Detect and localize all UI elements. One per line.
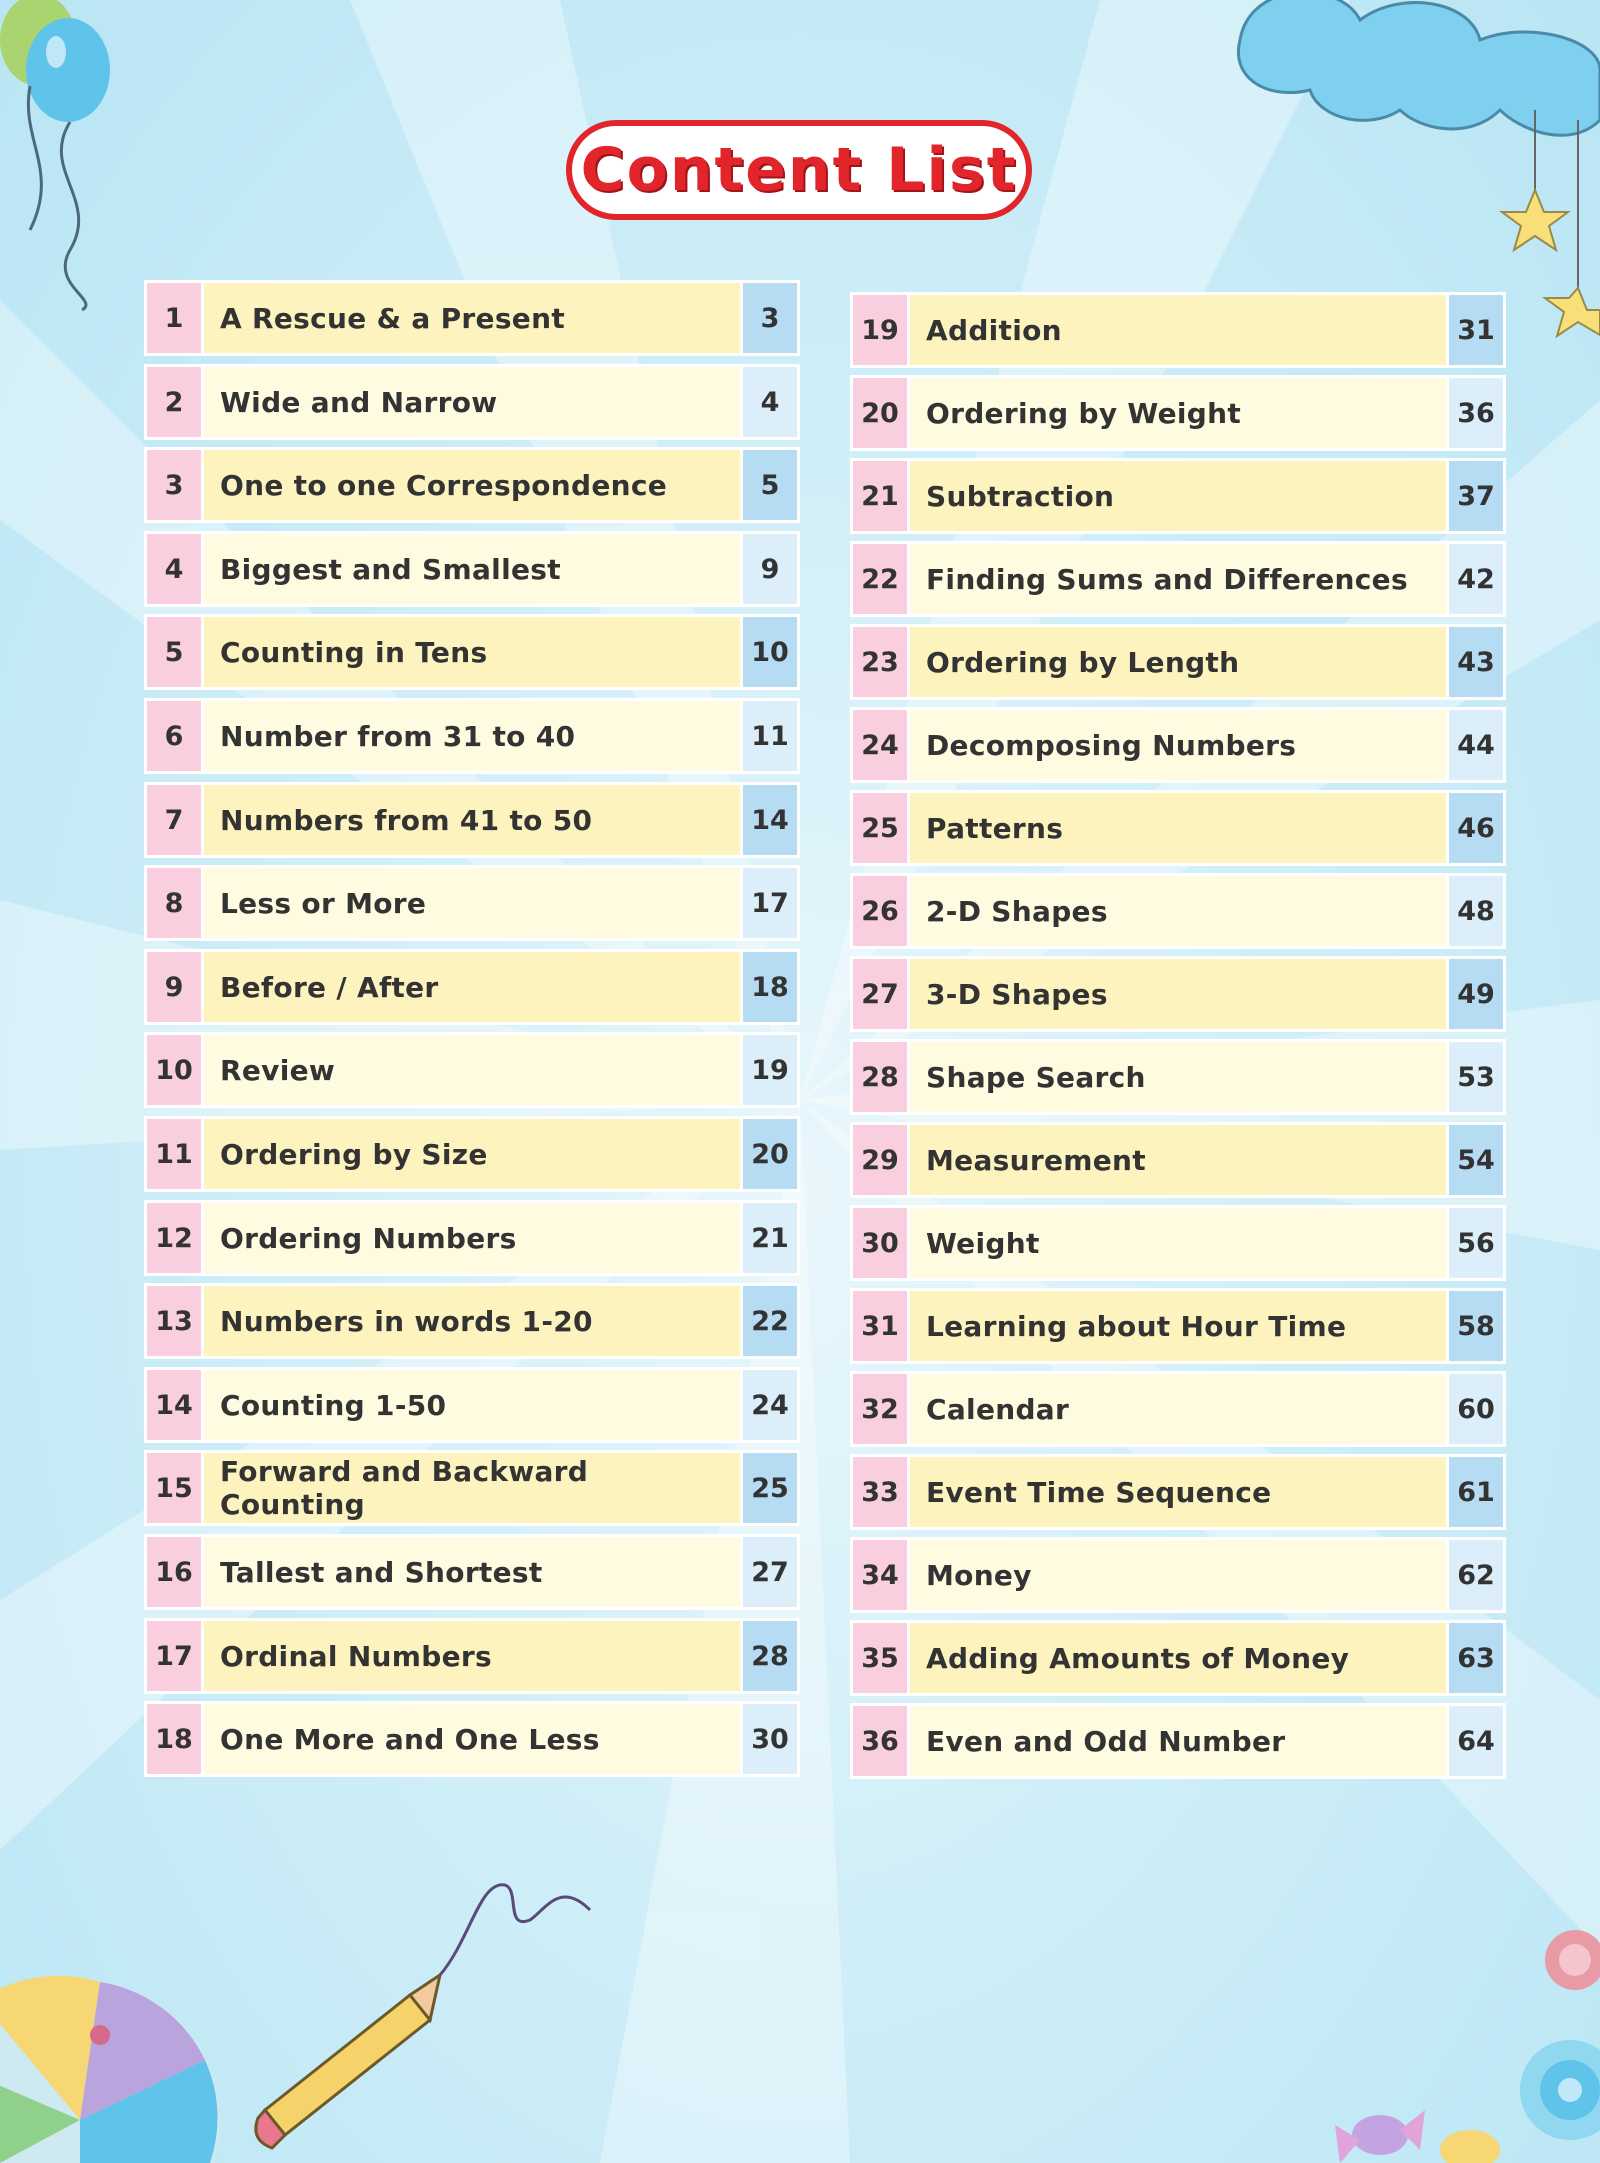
toc-row[interactable]	[850, 1039, 1506, 1115]
page-number: 37	[1446, 461, 1503, 531]
chapter-number: 21	[853, 461, 910, 531]
toc-row[interactable]	[144, 782, 800, 858]
chapter-number: 32	[853, 1374, 910, 1444]
toc-row[interactable]	[850, 1620, 1506, 1696]
toc-row[interactable]	[144, 1534, 800, 1610]
chapter-title: 3-D Shapes	[910, 959, 1446, 1029]
toc-row[interactable]	[144, 1200, 800, 1276]
toc-row[interactable]	[144, 1618, 800, 1694]
page-number: 31	[1446, 295, 1503, 365]
page-number: 9	[740, 534, 797, 604]
page-number: 61	[1446, 1457, 1503, 1527]
toc-row[interactable]	[144, 1450, 800, 1526]
page-number: 58	[1446, 1291, 1503, 1361]
page-number: 36	[1446, 378, 1503, 448]
page-number: 53	[1446, 1042, 1503, 1112]
page-number: 19	[740, 1035, 797, 1105]
page-number: 62	[1446, 1540, 1503, 1610]
title-banner	[566, 120, 1032, 220]
page-number: 4	[740, 367, 797, 437]
chapter-title: Calendar	[910, 1374, 1446, 1444]
toc-row[interactable]	[850, 956, 1506, 1032]
page-number: 56	[1446, 1208, 1503, 1278]
chapter-title: Number from 31 to 40	[204, 701, 740, 771]
chapter-title: One to one Correspondence	[204, 450, 740, 520]
toc-row[interactable]	[850, 707, 1506, 783]
page-number: 64	[1446, 1706, 1503, 1776]
toc-row[interactable]	[850, 541, 1506, 617]
toc-row[interactable]	[850, 1205, 1506, 1281]
chapter-number: 12	[147, 1203, 204, 1273]
toc-row[interactable]	[144, 865, 800, 941]
page-number: 10	[740, 617, 797, 687]
chapter-number: 2	[147, 367, 204, 437]
chapter-number: 36	[853, 1706, 910, 1776]
chapter-title: Tallest and Shortest	[204, 1537, 740, 1607]
chapter-title: 2-D Shapes	[910, 876, 1446, 946]
chapter-number: 29	[853, 1125, 910, 1195]
chapter-number: 23	[853, 627, 910, 697]
chapter-title: Numbers in words 1-20	[204, 1286, 740, 1356]
page-number: 27	[740, 1537, 797, 1607]
toc-row[interactable]	[850, 1703, 1506, 1779]
page-number: 46	[1446, 793, 1503, 863]
chapter-number: 27	[853, 959, 910, 1029]
chapter-number: 25	[853, 793, 910, 863]
chapter-number: 14	[147, 1370, 204, 1440]
page-number: 5	[740, 450, 797, 520]
chapter-number: 5	[147, 617, 204, 687]
chapter-number: 11	[147, 1119, 204, 1189]
pencil-icon	[256, 1885, 590, 2148]
chapter-title: Ordering Numbers	[204, 1203, 740, 1273]
toc-row[interactable]	[850, 1122, 1506, 1198]
toc-row[interactable]	[144, 949, 800, 1025]
chapter-number: 10	[147, 1035, 204, 1105]
toc-row[interactable]	[144, 447, 800, 523]
toc-row[interactable]	[850, 458, 1506, 534]
toc-row[interactable]	[850, 1537, 1506, 1613]
chapter-number: 26	[853, 876, 910, 946]
chapter-number: 35	[853, 1623, 910, 1693]
toc-row[interactable]	[144, 364, 800, 440]
toc-row[interactable]	[144, 531, 800, 607]
chapter-title: Forward and Backward Counting	[204, 1453, 740, 1523]
page-number: 24	[740, 1370, 797, 1440]
chapter-title: Addition	[910, 295, 1446, 365]
toc-row[interactable]	[144, 614, 800, 690]
page-number: 42	[1446, 544, 1503, 614]
page-number: 3	[740, 283, 797, 353]
page-number: 21	[740, 1203, 797, 1273]
chapter-title: Review	[204, 1035, 740, 1105]
chapter-number: 18	[147, 1704, 204, 1774]
beach-ball-icon	[0, 1976, 220, 2163]
chapter-number: 7	[147, 785, 204, 855]
chapter-number: 16	[147, 1537, 204, 1607]
chapter-title: Numbers from 41 to 50	[204, 785, 740, 855]
toc-row[interactable]	[850, 375, 1506, 451]
toc-row[interactable]	[850, 292, 1506, 368]
chapter-number: 20	[853, 378, 910, 448]
balloon-icon	[0, 0, 110, 310]
chapter-number: 4	[147, 534, 204, 604]
chapter-number: 3	[147, 450, 204, 520]
page-number: 25	[740, 1453, 797, 1523]
page-title: Content List	[580, 135, 1018, 205]
page-number: 20	[740, 1119, 797, 1189]
chapter-title: Counting 1-50	[204, 1370, 740, 1440]
toc-row[interactable]	[144, 280, 800, 356]
page-number: 48	[1446, 876, 1503, 946]
cloud-icon	[1238, 0, 1600, 336]
toc-row[interactable]	[144, 1283, 800, 1359]
chapter-title: Counting in Tens	[204, 617, 740, 687]
chapter-title: Learning about Hour Time	[910, 1291, 1446, 1361]
toc-row[interactable]	[850, 1371, 1506, 1447]
page-number: 63	[1446, 1623, 1503, 1693]
toc-row[interactable]	[144, 1032, 800, 1108]
chapter-title: Ordinal Numbers	[204, 1621, 740, 1691]
candy-icon	[1335, 1930, 1600, 2163]
toc-row[interactable]	[850, 790, 1506, 866]
chapter-number: 24	[853, 710, 910, 780]
page-number: 30	[740, 1704, 797, 1774]
toc-row[interactable]	[850, 624, 1506, 700]
page-number: 18	[740, 952, 797, 1022]
page-number: 43	[1446, 627, 1503, 697]
chapter-number: 31	[853, 1291, 910, 1361]
page-number: 49	[1446, 959, 1503, 1029]
chapter-title: Even and Odd Number	[910, 1706, 1446, 1776]
toc-row[interactable]	[144, 1701, 800, 1777]
page-number: 54	[1446, 1125, 1503, 1195]
page-number: 44	[1446, 710, 1503, 780]
chapter-number: 13	[147, 1286, 204, 1356]
chapter-title: Ordering by Weight	[910, 378, 1446, 448]
chapter-title: Decomposing Numbers	[910, 710, 1446, 780]
chapter-title: Money	[910, 1540, 1446, 1610]
toc-row[interactable]	[850, 1288, 1506, 1364]
toc-row[interactable]	[850, 873, 1506, 949]
chapter-number: 15	[147, 1453, 204, 1523]
toc-row[interactable]	[850, 1454, 1506, 1530]
chapter-title: Shape Search	[910, 1042, 1446, 1112]
page-number: 11	[740, 701, 797, 771]
chapter-number: 22	[853, 544, 910, 614]
chapter-title: Event Time Sequence	[910, 1457, 1446, 1527]
chapter-title: Ordering by Length	[910, 627, 1446, 697]
chapter-title: Ordering by Size	[204, 1119, 740, 1189]
chapter-number: 28	[853, 1042, 910, 1112]
page-number: 17	[740, 868, 797, 938]
chapter-title: Measurement	[910, 1125, 1446, 1195]
chapter-number: 9	[147, 952, 204, 1022]
chapter-title: One More and One Less	[204, 1704, 740, 1774]
page-number: 28	[740, 1621, 797, 1691]
chapter-title: A Rescue & a Present	[204, 283, 740, 353]
chapter-title: Patterns	[910, 793, 1446, 863]
chapter-title: Less or More	[204, 868, 740, 938]
chapter-title: Subtraction	[910, 461, 1446, 531]
chapter-title: Finding Sums and Differences	[910, 544, 1446, 614]
chapter-number: 6	[147, 701, 204, 771]
chapter-number: 19	[853, 295, 910, 365]
chapter-title: Biggest and Smallest	[204, 534, 740, 604]
page-number: 14	[740, 785, 797, 855]
toc-row[interactable]	[144, 698, 800, 774]
toc-row[interactable]	[144, 1116, 800, 1192]
chapter-title: Before / After	[204, 952, 740, 1022]
chapter-number: 33	[853, 1457, 910, 1527]
chapter-title: Weight	[910, 1208, 1446, 1278]
chapter-title: Adding Amounts of Money	[910, 1623, 1446, 1693]
page-number: 22	[740, 1286, 797, 1356]
chapter-number: 1	[147, 283, 204, 353]
chapter-number: 8	[147, 868, 204, 938]
chapter-number: 30	[853, 1208, 910, 1278]
page-number: 60	[1446, 1374, 1503, 1444]
toc-row[interactable]	[144, 1367, 800, 1443]
chapter-title: Wide and Narrow	[204, 367, 740, 437]
chapter-number: 17	[147, 1621, 204, 1691]
chapter-number: 34	[853, 1540, 910, 1610]
